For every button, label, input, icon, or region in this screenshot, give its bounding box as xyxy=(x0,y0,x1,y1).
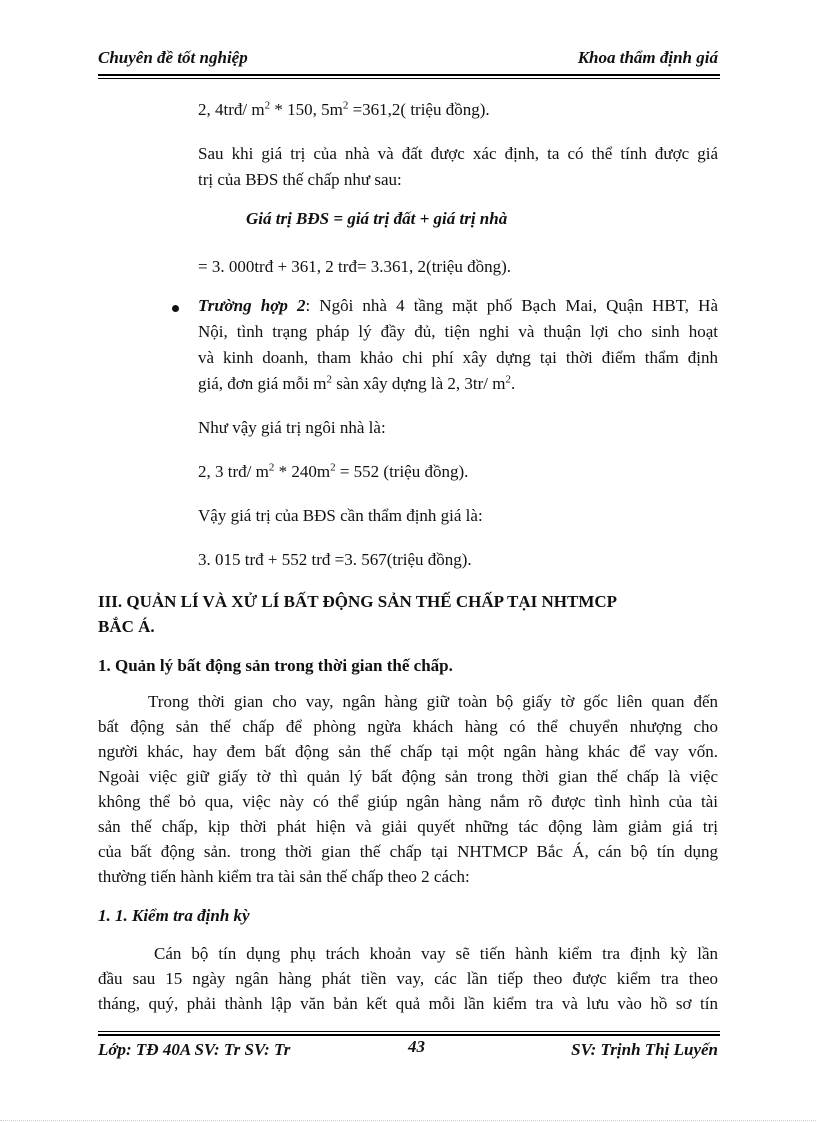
header-right: Khoa thẩm định giá xyxy=(577,48,718,67)
para-2-line-2: đầu sau 15 ngày ngân hàng phát tiền vay, các lần tiếp theo được kiểm tra theo xyxy=(98,969,718,988)
para-1-line-4: Ngoài việc giữ giấy tờ thì quản lý bất động sản trong thời gian thế chấp là việc xyxy=(98,767,718,786)
subsection-1-heading: 1. Quản lý bất động sản trong thời gian thế chấp. xyxy=(98,656,453,675)
case-2-line-4: giá, đơn giá mỗi $m^2$ sàn xây dựng là 2, 3tr/ $m^2$. xyxy=(198,373,516,393)
para-2-line-3: tháng, quý, phải thành lập văn bản kết quả mỗi lần kiểm tra và lưu vào hồ sơ tín xyxy=(98,994,718,1013)
bottom-dotted-edge xyxy=(0,1120,816,1121)
case-2-line-3: và kinh doanh, tham khảo chi phí xây dựng tại thời điểm thẩm định xyxy=(198,348,718,367)
header-rule-thick xyxy=(98,74,720,76)
case-2-label: Trường hợp 2 xyxy=(198,296,306,315)
calc-house-value: 2, 4trđ/ $m^2 * 150$, $5m^2 =361,2$( triệu đồng). xyxy=(198,99,490,119)
footer-rule-thick xyxy=(98,1034,720,1036)
house-value-label: Như vậy giá trị ngôi nhà là: xyxy=(198,418,386,437)
calc-house-value-2: 2, 3 trđ/ $m^2 * 240m^2 = 552$ (triệu đồng). xyxy=(198,461,469,481)
para-1-line-5: không thể bỏ qua, việc này có thể giúp ngân hàng nắm rõ được tình hình của tài xyxy=(98,792,718,811)
page-number: 43 xyxy=(408,1037,425,1056)
para-1-line-3: người khác, hay đem bất động sản thế chấp tại một ngân hàng khác để vay vốn. xyxy=(98,742,718,761)
calc-total-2: 3. 015 trđ + 552 trđ =3. 567(triệu đồng). xyxy=(198,550,472,569)
para-1-line-8: thường tiến hành kiểm tra tài sản thế chấp theo 2 cách: xyxy=(98,867,470,886)
footer-right: SV: Trịnh Thị Luyến xyxy=(571,1040,718,1059)
header-rule-thin xyxy=(98,78,720,79)
footer-rule-thin xyxy=(98,1031,720,1032)
intro-line-1: Sau khi giá trị của nhà và đất được xác định, ta có thể tính được giá xyxy=(198,144,718,163)
case-2-text: : Ngôi nhà 4 tầng mặt phố Bạch Mai, Quận HBT, Hà xyxy=(305,296,718,315)
para-1-line-6: sản thế chấp, kịp thời phát hiện và giải quyết những tác động làm giảm giá trị xyxy=(98,817,718,836)
para-1-line-7: của bất động sản. trong thời gian thế chấp tại NHTMCP Bắc Á, cán bộ tín dụng xyxy=(98,842,718,861)
calc-total-1: = 3. 000trđ + 361, 2 trđ= 3.361, 2(triệu đồng). xyxy=(198,257,512,276)
formula: Giá trị BĐS = giá trị đất + giá trị nhà xyxy=(246,209,508,228)
intro-line-2: trị của BĐS thế chấp như sau: xyxy=(198,170,402,189)
para-1-line-2: bất động sản thế chấp để phòng ngừa khách hàng có thể chuyển nhượng cho xyxy=(98,717,718,736)
subsection-1-1-heading: 1. 1. Kiểm tra định kỳ xyxy=(98,906,250,925)
case-2-line-2: Nội, tình trạng pháp lý đầy đủ, tiện nghi và thuận lợi cho sinh hoạt xyxy=(198,322,718,341)
footer-left: Lớp: TĐ 40A SV: Tr SV: Tr xyxy=(98,1040,291,1059)
section-heading-line-2: BẮC Á. xyxy=(98,617,155,636)
header-left: Chuyên đề tốt nghiệp xyxy=(98,48,248,67)
para-1-line-1: Trong thời gian cho vay, ngân hàng giữ toàn bộ giấy tờ gốc liên quan đến xyxy=(148,692,718,711)
section-heading-line-1: III. QUẢN LÍ VÀ XỬ LÍ BẤT ĐỘNG SẢN THẾ CHẤP TẠI NHTMCP xyxy=(98,592,618,611)
bullet-icon xyxy=(172,305,179,312)
para-2-line-1: Cán bộ tín dụng phụ trách khoản vay sẽ tiến hành kiểm tra định kỳ lần xyxy=(154,944,718,963)
case-2-line-1 xyxy=(198,293,718,319)
property-value-label: Vậy giá trị của BĐS cần thẩm định giá là: xyxy=(198,506,483,525)
